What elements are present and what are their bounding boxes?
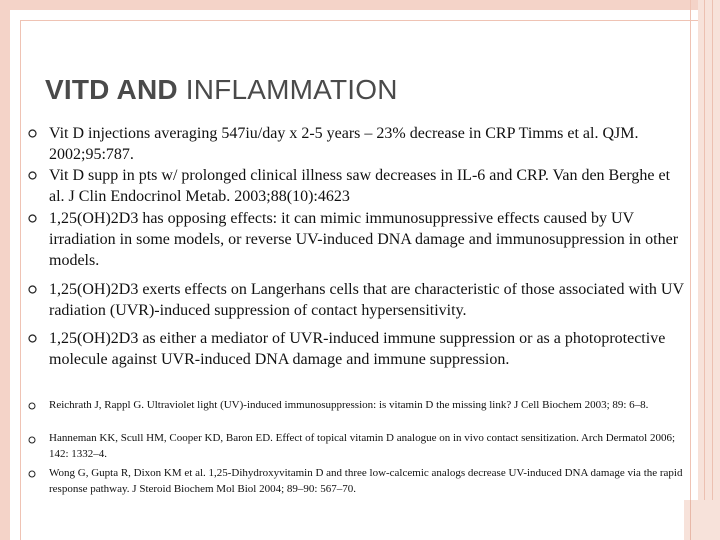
reference-item: Reichrath J, Rappl G. Ultraviolet light (UV)-induced immunosuppression: is vitamin D the missing link? J Cell Biochem 2003; 89: 6–8. bbox=[49, 399, 649, 411]
hollow-circle-bullet-icon bbox=[28, 470, 36, 478]
hollow-circle-bullet-icon bbox=[28, 402, 36, 410]
slide-title-regular: INFLAMMATION bbox=[177, 74, 398, 105]
reference-item: Hanneman KK, Scull HM, Cooper KD, Baron ED. Effect of topical vitamin D analogue on in vivo contact sensitization. Arch Dermatol 2006; 142: 1332–4. bbox=[49, 432, 676, 460]
hollow-circle-bullet-icon bbox=[28, 334, 37, 343]
bullet-item: Vit D injections averaging 547iu/day x 2-5 years – 23% decrease in CRP Timms et al. QJM. 2002;95:787. bbox=[49, 125, 639, 163]
bullet-item: 1,25(OH)2D3 as either a mediator of UVR-induced immune suppression or as a photoprotective molecule against UVR-induced DNA damage and immune suppression. bbox=[49, 330, 666, 368]
frame-line-left bbox=[20, 20, 21, 540]
slide-title bbox=[45, 74, 398, 106]
bullet-item: 1,25(OH)2D3 has opposing effects: it can mimic immunosuppressive effects caused by UV irradiation in some models, or reverse UV-induced DNA damage and immunosuppression in other models. bbox=[49, 210, 679, 269]
hollow-circle-bullet-icon bbox=[28, 436, 36, 444]
hollow-circle-bullet-icon bbox=[28, 214, 37, 223]
hollow-circle-bullet-icon bbox=[28, 285, 37, 294]
hollow-circle-bullet-icon bbox=[28, 171, 37, 180]
frame-right-line-mid bbox=[704, 0, 705, 540]
reference-item: Wong G, Gupta R, Dixon KM et al. 1,25-Dihydroxyvitamin D and three low-calcemic analogs decrease UV-induced DNA damage via the rapid response pathway. J Steroid Biochem Mol Biol 2004; 89–90: 567–70. bbox=[49, 467, 683, 495]
bullet-item: 1,25(OH)2D3 exerts effects on Langerhans cells that are characteristic of those associated with UV radiation (UVR)-induced suppression of contact hypersensitivity. bbox=[49, 281, 684, 319]
bullet-item: Vit D supp in pts w/ prolonged clinical illness saw decreases in IL-6 and CRP. Van den Berghe et al. J Clin Endocrinol Metab. 2003;88(10):4623 bbox=[49, 167, 671, 205]
frame-bottom-corner-line bbox=[690, 500, 691, 540]
frame-right-line-outer bbox=[690, 0, 691, 540]
frame-right-line-inner bbox=[712, 0, 713, 540]
hollow-circle-bullet-icon bbox=[28, 129, 37, 138]
slide-title-bold: VITD AND bbox=[45, 74, 178, 105]
frame-right-band bbox=[698, 0, 720, 540]
frame-line-top bbox=[20, 20, 720, 21]
